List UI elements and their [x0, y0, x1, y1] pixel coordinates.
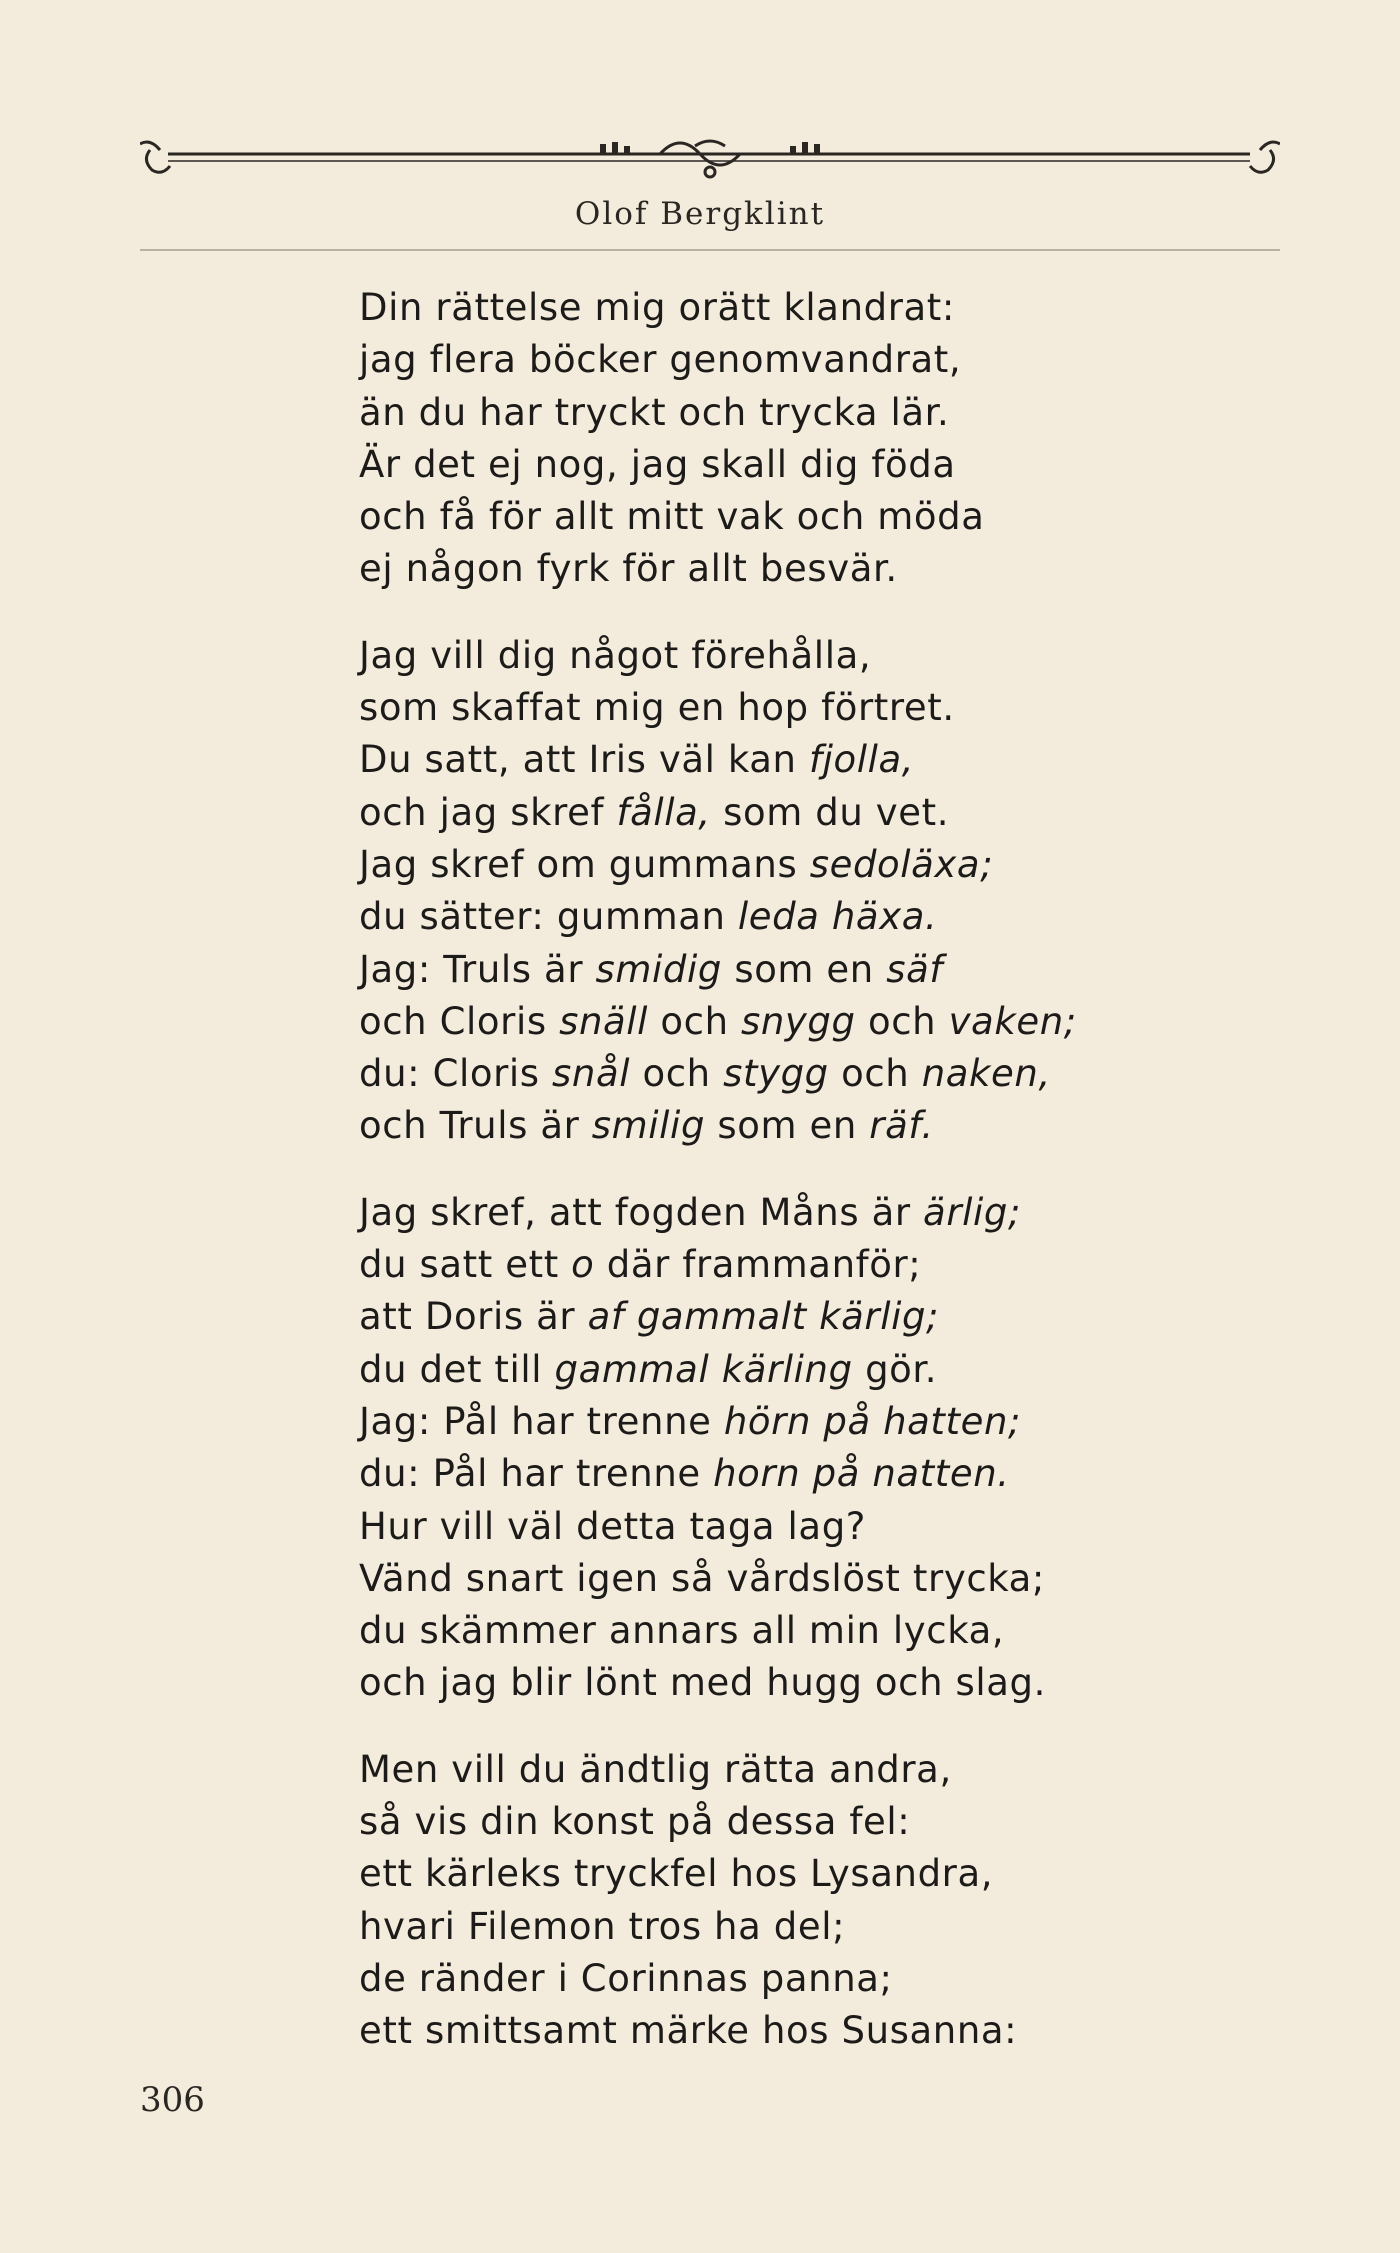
line-text: och Truls är — [359, 1104, 592, 1148]
line-text: där frammanför; — [594, 1243, 922, 1287]
author-first-name: Olof — [574, 196, 649, 232]
italic-word: snäll — [559, 999, 649, 1043]
line-text: du: Cloris — [359, 1052, 553, 1096]
line-text: du skämmer annars all min lycka, — [359, 1609, 1005, 1653]
poem-line — [359, 787, 1259, 839]
poem-line: hvari Filemon tros ha del; — [359, 1904, 846, 1948]
poem-line — [359, 996, 1259, 1048]
poem-line: så vis din konst på dessa fel: — [359, 1800, 911, 1844]
line-text: Jag skref, att fogden Måns är — [359, 1190, 924, 1234]
line-text: och — [828, 1052, 922, 1096]
italic-word: snygg — [741, 999, 856, 1043]
poem-line — [359, 1501, 1259, 1553]
header-divider — [140, 249, 1280, 251]
poem-line — [359, 630, 1259, 682]
italic-word: ärlig; — [923, 1190, 1022, 1234]
poem-line — [359, 839, 1259, 891]
line-text: du satt ett — [359, 1243, 572, 1287]
poem-line: ett smittsamt märke hos Susanna: — [359, 2009, 1018, 2053]
italic-word: räf. — [869, 1104, 934, 1148]
italic-word: stygg — [723, 1052, 829, 1096]
poem-line — [359, 682, 1259, 734]
line-text: som du vet. — [710, 790, 950, 834]
line-text: du det till — [359, 1347, 555, 1391]
line-text: som en — [721, 947, 887, 991]
stanza — [359, 1187, 1259, 1710]
line-text: Jag skref om gummans — [359, 842, 810, 886]
italic-word: sedoläxa; — [809, 842, 994, 886]
line-text: du sätter: gumman — [359, 895, 738, 939]
poem-line — [359, 1344, 1259, 1396]
line-text: Jag: Truls är — [359, 947, 596, 991]
italic-word: smidig — [595, 947, 722, 991]
line-text: och — [630, 1052, 724, 1096]
poem-line — [359, 1187, 1259, 1239]
ornamental-header-rule — [140, 128, 1280, 198]
poem-line — [359, 734, 1259, 786]
poem-line — [359, 1605, 1259, 1657]
line-text: Hur vill väl detta taga lag? — [359, 1504, 867, 1548]
poem-line: ej någon fyrk för allt besvär. — [359, 547, 898, 591]
poem-body — [359, 282, 1259, 2092]
poem-line: Din rättelse mig orätt klandrat: — [359, 286, 955, 329]
stanza — [359, 1744, 1259, 2058]
poem-line — [359, 1100, 1259, 1152]
italic-word: fålla, — [616, 790, 711, 834]
line-text: och jag skref — [359, 790, 617, 834]
poem-line — [359, 891, 1259, 943]
author-last-name: Bergklint — [660, 196, 826, 232]
line-text: gör. — [852, 1347, 938, 1391]
italic-word: vaken; — [948, 999, 1077, 1043]
italic-word: smilig — [591, 1104, 706, 1148]
poem-line: Men vill du ändtlig rätta andra, — [359, 1747, 952, 1791]
line-text: och — [855, 999, 949, 1043]
line-text: Jag vill dig något förehålla, — [359, 633, 872, 677]
italic-word: gammal kärling — [554, 1347, 853, 1391]
line-text: som skaffat mig en hop förtret. — [359, 686, 955, 730]
poem-line — [359, 1396, 1259, 1448]
poem-line — [359, 1291, 1259, 1343]
page-number: 306 — [140, 2080, 205, 2120]
italic-word: leda häxa. — [737, 895, 938, 939]
italic-word: säf — [886, 947, 943, 991]
poem-line — [359, 1657, 1259, 1709]
line-text: och jag blir lönt med hugg och slag. — [359, 1661, 1047, 1705]
poem-line — [359, 1553, 1259, 1605]
stanza — [359, 630, 1259, 1153]
line-text: Vänd snart igen så vårdslöst trycka; — [359, 1556, 1045, 1600]
line-text: som en — [705, 1104, 870, 1148]
italic-word: o — [571, 1243, 595, 1287]
poem-line: ett kärleks tryckfel hos Lysandra, — [359, 1852, 994, 1896]
line-text: Du satt, att Iris väl kan — [359, 738, 809, 782]
poem-line — [359, 1048, 1259, 1100]
italic-word: snål — [552, 1052, 631, 1096]
italic-word: hörn på hatten; — [723, 1399, 1022, 1443]
poem-line — [359, 1239, 1259, 1291]
poem-line — [359, 1448, 1259, 1500]
poem-line: jag flera böcker genomvandrat, — [359, 338, 962, 382]
poem-line — [359, 944, 1259, 996]
italic-word: af gammalt kärlig; — [587, 1295, 940, 1339]
poem-line: de ränder i Corinnas panna; — [359, 1956, 893, 2000]
stanza — [359, 282, 1259, 596]
italic-word: naken, — [921, 1052, 1051, 1096]
italic-word: fjolla, — [808, 738, 915, 782]
line-text: och — [648, 999, 741, 1043]
poem-line: än du har tryckt och trycka lär. — [359, 390, 950, 434]
line-text: Jag: Pål har trenne — [359, 1399, 724, 1443]
poem-line: Är det ej nog, jag skall dig föda — [359, 442, 956, 486]
line-text: och Cloris — [359, 999, 560, 1043]
running-head — [0, 196, 1400, 232]
poem-line: och få för allt mitt vak och möda — [359, 495, 985, 539]
italic-word: horn på natten. — [713, 1452, 1010, 1496]
line-text: du: Pål har trenne — [359, 1452, 714, 1496]
line-text: att Doris är — [359, 1295, 588, 1339]
